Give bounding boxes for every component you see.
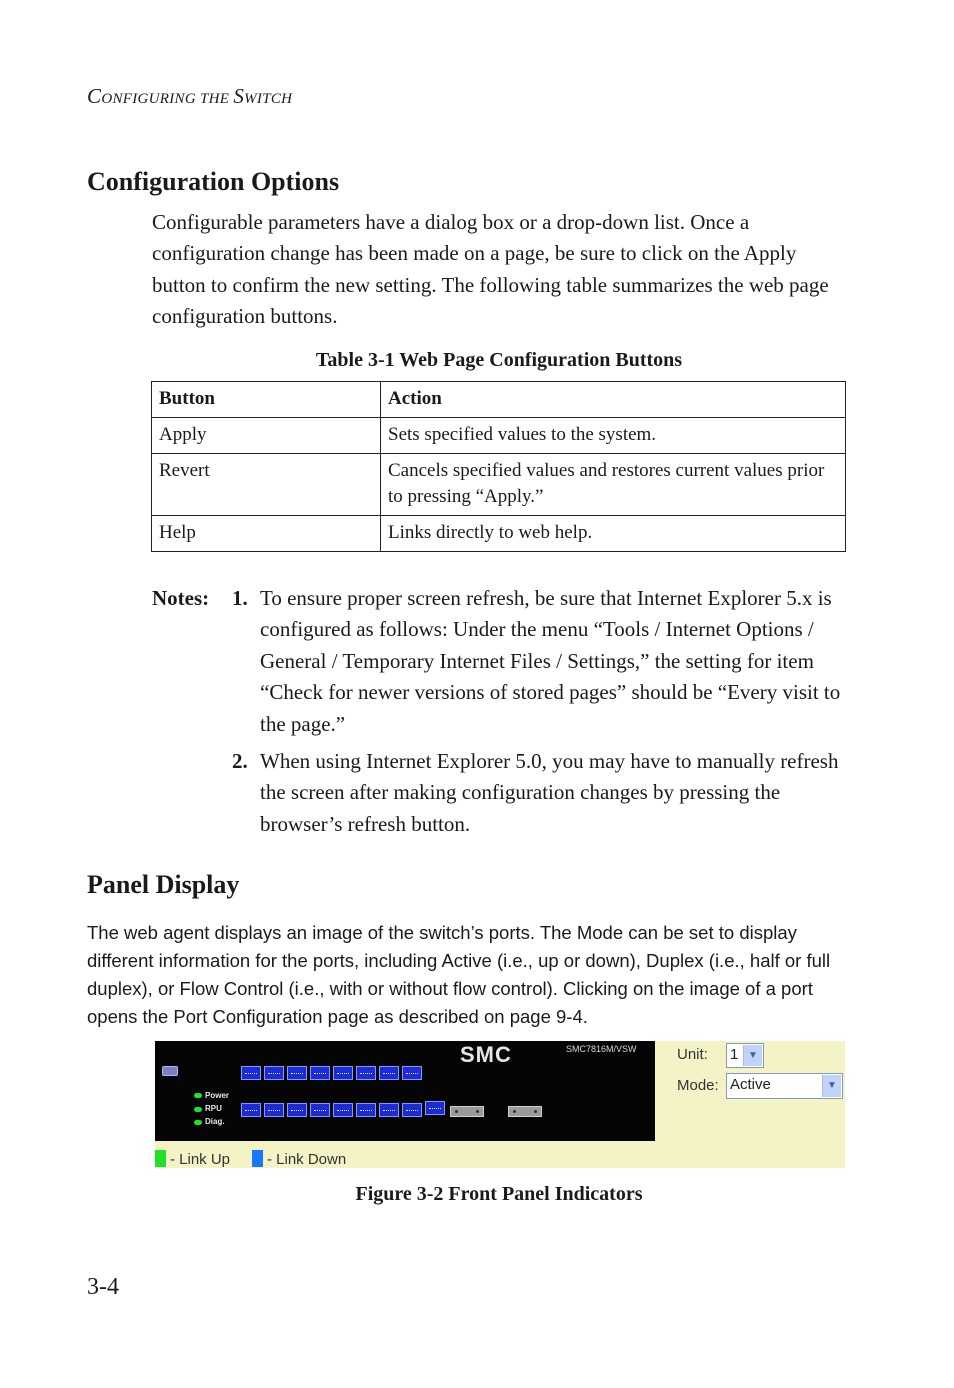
front-panel-figure <box>155 1041 845 1168</box>
table-caption: Table 3-1 Web Page Configuration Buttons <box>315 349 683 371</box>
page-number: 3-4 <box>87 1274 119 1300</box>
port-icon[interactable] <box>356 1103 376 1117</box>
port-icon[interactable] <box>287 1103 307 1117</box>
table-header-cell: Button <box>152 382 381 418</box>
note-item <box>152 746 852 840</box>
port-icon[interactable] <box>241 1066 261 1080</box>
rpu-led-icon <box>194 1107 202 1112</box>
unit-label: Unit: <box>677 1046 708 1063</box>
led-label: Diag. <box>205 1117 225 1126</box>
notes-label: Notes: <box>152 586 210 610</box>
table-row <box>152 418 846 454</box>
table-cell: Apply <box>152 418 381 454</box>
smc-logo: SMC <box>460 1042 512 1067</box>
table-row <box>152 516 846 552</box>
note-item <box>152 583 852 740</box>
running-header: CONFIGURING THE SWITCH <box>87 84 293 108</box>
port-icon[interactable] <box>356 1066 376 1080</box>
model-label: SMC7816M/VSW <box>566 1044 637 1054</box>
port-icon[interactable] <box>333 1103 353 1117</box>
link-down-swatch-icon <box>252 1150 263 1167</box>
legend-link-down: - Link Down <box>252 1150 346 1168</box>
port-icon[interactable] <box>264 1103 284 1117</box>
table-cell: Revert <box>152 454 381 516</box>
port-icon[interactable] <box>310 1066 330 1080</box>
port-icon[interactable] <box>241 1103 261 1117</box>
port-icon[interactable] <box>402 1103 422 1117</box>
port-icon[interactable] <box>379 1103 399 1117</box>
mode-label: Mode: <box>677 1077 719 1094</box>
figure-caption: Figure 3-2 Front Panel Indicators <box>355 1183 643 1205</box>
note-text: To ensure proper screen refresh, be sure that Internet Explorer 5.x is configured as follows: Under the menu “Tools / Internet Options / General / Temporary Internet Files / Settings,” the setting for item “Check for newer versions of stored pages” should be “Every visit to the page.” <box>260 586 841 736</box>
port-icon[interactable] <box>379 1066 399 1080</box>
config-buttons-table <box>151 381 846 552</box>
section-paragraph: The web agent displays an image of the switch’s ports. The Mode can be set to display different information for the ports, including Active (i.e., up or down), Duplex (i.e., half or full duplex), or Flow Control (i.e., with or without flow control). Clicking on the image of a port opens the Port Configuration page as described on page 9-4. <box>87 922 831 1027</box>
note-number: 2. <box>232 749 248 774</box>
switch-front-panel <box>155 1041 655 1141</box>
table-cell: Cancels specified values and restores current values prior to pressing “Apply.” <box>381 454 846 516</box>
led-label: RPU <box>205 1104 222 1113</box>
table-cell: Sets specified values to the system. <box>381 418 846 454</box>
port-icon[interactable] <box>310 1103 330 1117</box>
led-label: Power <box>205 1091 230 1100</box>
section-title-configuration-options: Configuration Options <box>87 167 340 196</box>
expansion-slot-icon[interactable] <box>508 1106 542 1117</box>
link-up-swatch-icon <box>155 1150 166 1167</box>
notes-block <box>152 583 852 840</box>
table-cell: Help <box>152 516 381 552</box>
diag-led-icon <box>194 1120 202 1125</box>
section-paragraph: Configurable parameters have a dialog box or a drop-down list. Once a configuration change has been made on a page, be sure to click on the Apply button to confirm the new setting. The following table summarizes the web page configuration buttons. <box>152 210 829 329</box>
unit-select[interactable]: 1 ▼ <box>726 1043 764 1068</box>
port-icon[interactable] <box>264 1066 284 1080</box>
table-header-row <box>152 382 846 418</box>
note-number: 1. <box>232 586 248 610</box>
table-row <box>152 454 846 516</box>
chevron-down-icon[interactable]: ▼ <box>743 1045 762 1066</box>
power-led-icon <box>194 1093 202 1098</box>
table-cell: Links directly to web help. <box>381 516 846 552</box>
expansion-slot-icon[interactable] <box>450 1106 484 1117</box>
port-icon[interactable] <box>402 1066 422 1080</box>
note-text: When using Internet Explorer 5.0, you may have to manually refresh the screen after making configuration changes by pressing the browser’s refresh button. <box>260 749 839 836</box>
port-icon[interactable] <box>333 1066 353 1080</box>
mode-select[interactable]: Active ▼ <box>726 1073 843 1099</box>
chevron-down-icon[interactable]: ▼ <box>822 1075 841 1097</box>
legend-link-up: - Link Up <box>155 1150 230 1168</box>
console-port-icon <box>162 1066 178 1076</box>
section-title-panel-display: Panel Display <box>87 870 240 899</box>
table-header-cell: Action <box>381 382 846 418</box>
port-icon[interactable] <box>287 1066 307 1080</box>
port-icon[interactable] <box>425 1101 445 1115</box>
